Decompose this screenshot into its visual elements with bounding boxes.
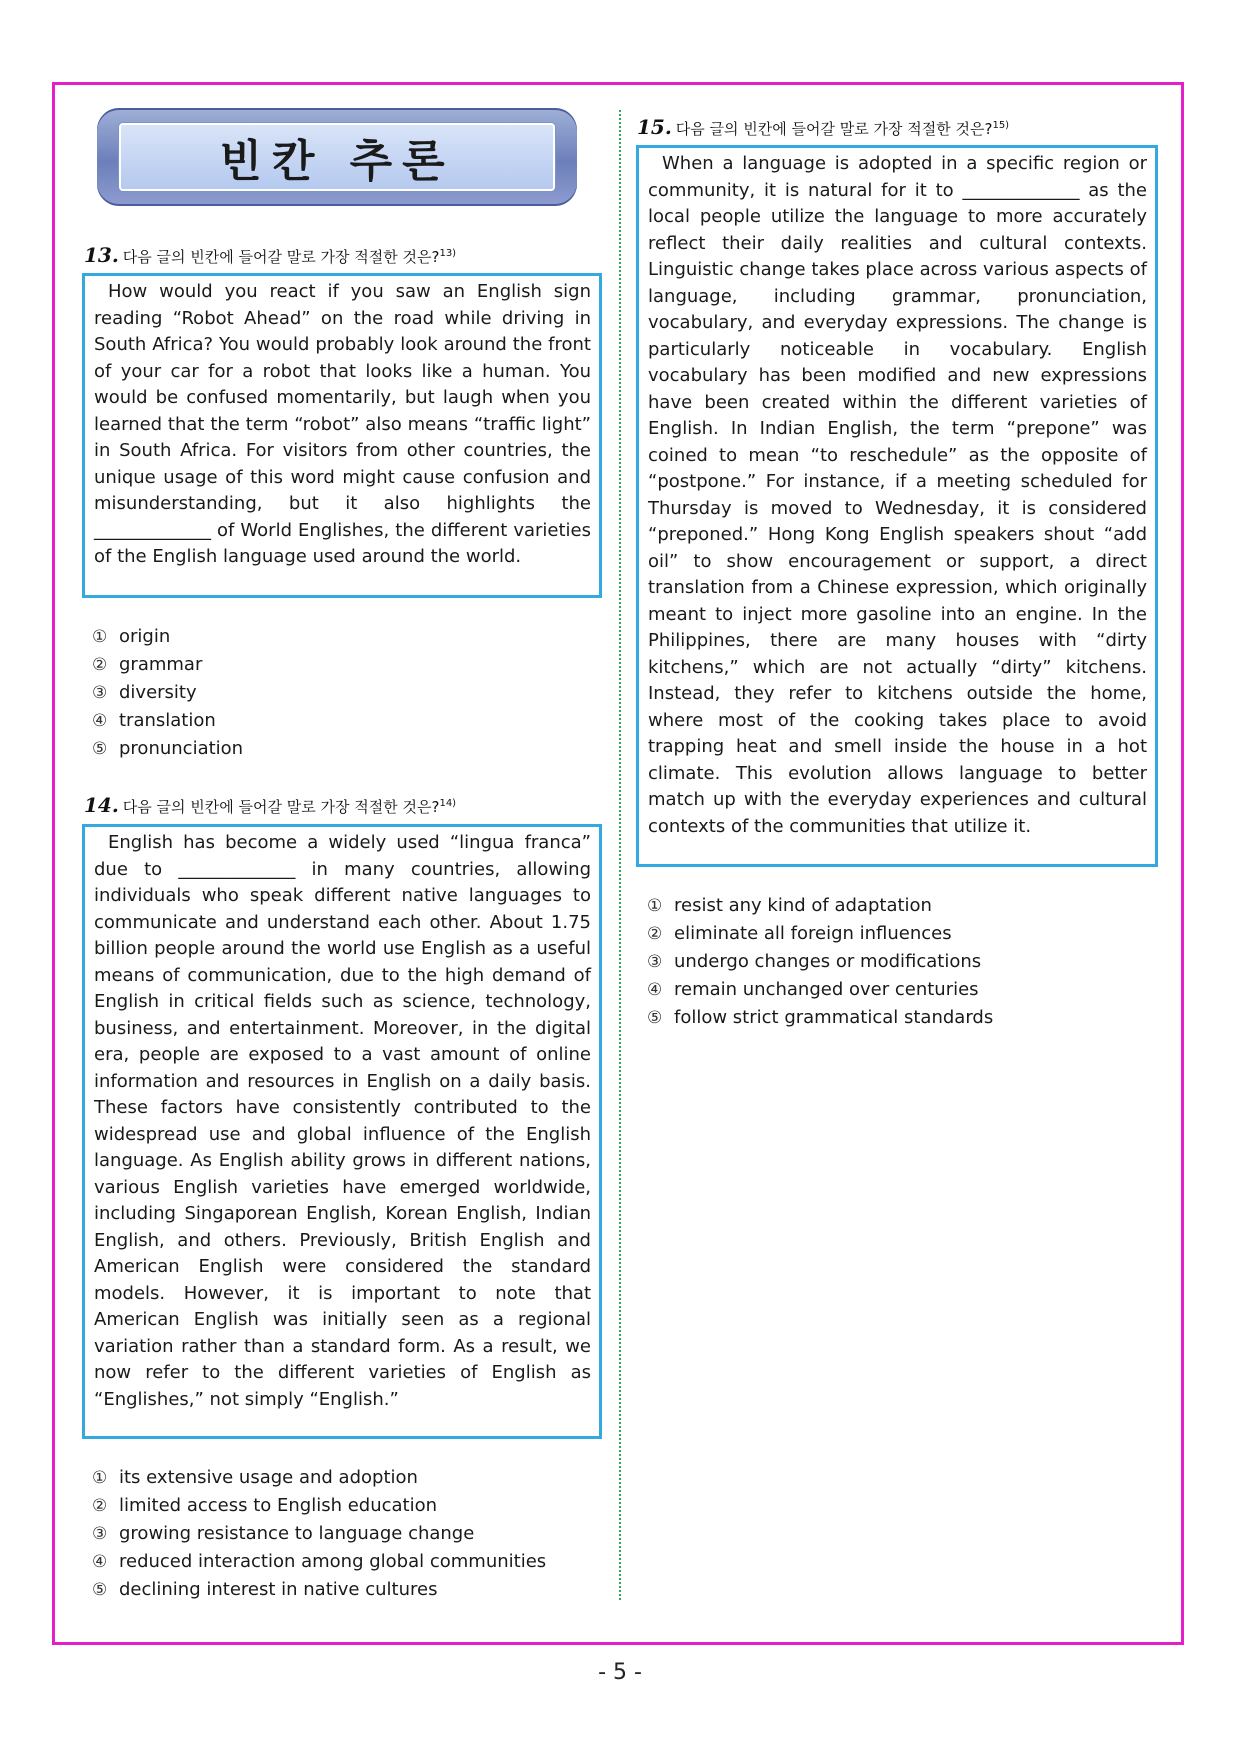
question-14-instruction: 다음 글의 빈칸에 들어갈 말로 가장 적절한 것은? <box>122 798 440 816</box>
choice-item[interactable] <box>647 948 993 976</box>
choice-item[interactable] <box>92 735 243 763</box>
choice-item[interactable] <box>647 920 993 948</box>
choice-item[interactable] <box>92 679 243 707</box>
choice-text: remain unchanged over centuries <box>674 979 979 1000</box>
question-13-instruction: 다음 글의 빈칸에 들어갈 말로 가장 적절한 것은? <box>122 248 440 266</box>
question-15-passage-box <box>636 145 1158 867</box>
question-14-passage: English has become a widely used “lingua franca” due to _____________ in many countries, allowing individuals who speak different native languages to communicate and understand each other. About 1.75 billion people around the world use English as a useful means of communication, due to the high demand of English in critical fields such as science, technology, business, and entertainment. Moreover, in the digital era, people are exposed to a vast amount of online information and resources in English on a daily basis. These factors have consistently contributed to the widespread use and global influence of the English language. As English ability grows in different nations, various English varieties have emerged worldwide, including Singaporean English, Korean English, Indian English, and others. Previously, British English and American English were considered the standard models. However, it is important to note that American English was initially seen as a regional variation rather than a standard form. As a result, we now refer to the different varieties of English as “Englishes,” not simply “English.” <box>94 832 591 1410</box>
choice-mark: ① <box>647 896 663 916</box>
question-14-choices <box>92 1464 546 1604</box>
choice-text: undergo changes or modifications <box>674 951 982 972</box>
choice-text: grammar <box>119 654 203 675</box>
choice-item[interactable] <box>647 892 993 920</box>
choice-item[interactable] <box>647 976 993 1004</box>
question-13-footnote: 13) <box>439 248 457 259</box>
choice-item[interactable] <box>92 623 243 651</box>
question-15-header <box>637 115 1009 139</box>
question-14-number: 14. <box>84 793 119 817</box>
choice-text: translation <box>119 710 216 731</box>
question-15-footnote: 15) <box>992 120 1010 131</box>
choice-text: limited access to English education <box>119 1495 438 1516</box>
question-13-number: 13. <box>84 243 119 267</box>
choice-mark: ⑤ <box>647 1008 663 1028</box>
column-divider <box>619 110 621 1600</box>
choice-item[interactable] <box>92 651 243 679</box>
choice-mark: ① <box>92 627 108 647</box>
choice-text: diversity <box>119 682 197 703</box>
choice-item[interactable] <box>92 1492 546 1520</box>
choice-text: reduced interaction among global communities <box>119 1551 547 1572</box>
section-title-banner <box>97 108 577 206</box>
choice-mark: ④ <box>92 711 108 731</box>
choice-mark: ③ <box>647 952 663 972</box>
question-15-choices <box>647 892 993 1032</box>
choice-item[interactable] <box>92 1548 546 1576</box>
question-14-passage-box <box>82 824 602 1439</box>
choice-text: follow strict grammatical standards <box>674 1007 994 1028</box>
choice-item[interactable] <box>92 707 243 735</box>
question-13-choices <box>92 623 243 763</box>
choice-item[interactable] <box>92 1464 546 1492</box>
choice-text: origin <box>119 626 171 647</box>
choice-text: resist any kind of adaptation <box>674 895 932 916</box>
choice-mark: ② <box>92 1496 108 1516</box>
choice-mark: ② <box>92 655 108 675</box>
question-14-header <box>84 793 456 817</box>
question-13-passage: How would you react if you saw an English sign reading “Robot Ahead” on the road while driving in South Africa? You would probably look around the front of your car for a robot that looks like a human. You would be confused momentarily, but laugh when you learned that the term “robot” also means “traffic light” in South Africa. For visitors from other countries, the unique usage of this word might cause confusion and misunderstanding, but it also highlights the _____________ of World Englishes, the different varieties of the English language used around the world. <box>94 281 591 567</box>
choice-mark: ① <box>92 1468 108 1488</box>
choice-mark: ② <box>647 924 663 944</box>
choice-text: pronunciation <box>119 738 244 759</box>
question-15-number: 15. <box>637 115 672 139</box>
choice-item[interactable] <box>647 1004 993 1032</box>
question-14-footnote: 14) <box>439 798 457 809</box>
question-15-passage: When a language is adopted in a specific region or community, it is natural for it to _____________ as the local people utilize the language to more accurately reflect their daily realities and cultural contexts. Linguistic change takes place across various aspects of language, including grammar, pronunciation, vocabulary, and everyday expressions. The change is particularly noticeable in vocabulary. English vocabulary has been modified and new expressions have been created within the different varieties of English. In Indian English, the term “prepone” was coined to mean “to reschedule” as the opposite of “postpone.” For instance, if a meeting scheduled for Thursday is moved to Wednesday, it is considered “preponed.” Hong Kong English speakers shout “add oil” to show encouragement or support, a direct translation from a Chinese expression, which originally meant to inject more gasoline into an engine. In the Philippines, there are many houses with “dirty kitchens,” which are not actually “dirty” kitchens. Instead, they refer to kitchens outside the home, where most of the cooking takes place to avoid trapping heat and smell inside the house in a hot climate. This evolution allows language to better match up with the everyday experiences and cultural contexts of the communities that utilize it. <box>648 153 1147 837</box>
section-title-inner <box>119 123 555 191</box>
choice-item[interactable] <box>92 1520 546 1548</box>
choice-mark: ④ <box>647 980 663 1000</box>
choice-mark: ③ <box>92 1524 108 1544</box>
choice-item[interactable] <box>92 1576 546 1604</box>
section-title: 빈칸 추론 <box>219 136 455 187</box>
choice-text: growing resistance to language change <box>119 1523 475 1544</box>
choice-mark: ③ <box>92 683 108 703</box>
page-number: - 5 - <box>598 1660 642 1685</box>
question-13-passage-box <box>82 273 602 598</box>
choice-mark: ⑤ <box>92 1580 108 1600</box>
choice-text: declining interest in native cultures <box>119 1579 438 1600</box>
question-13-header <box>84 243 456 267</box>
choice-mark: ⑤ <box>92 739 108 759</box>
choice-text: eliminate all foreign influences <box>674 923 952 944</box>
question-15-instruction: 다음 글의 빈칸에 들어갈 말로 가장 적절한 것은? <box>675 120 993 138</box>
choice-mark: ④ <box>92 1552 108 1572</box>
choice-text: its extensive usage and adoption <box>119 1467 418 1488</box>
